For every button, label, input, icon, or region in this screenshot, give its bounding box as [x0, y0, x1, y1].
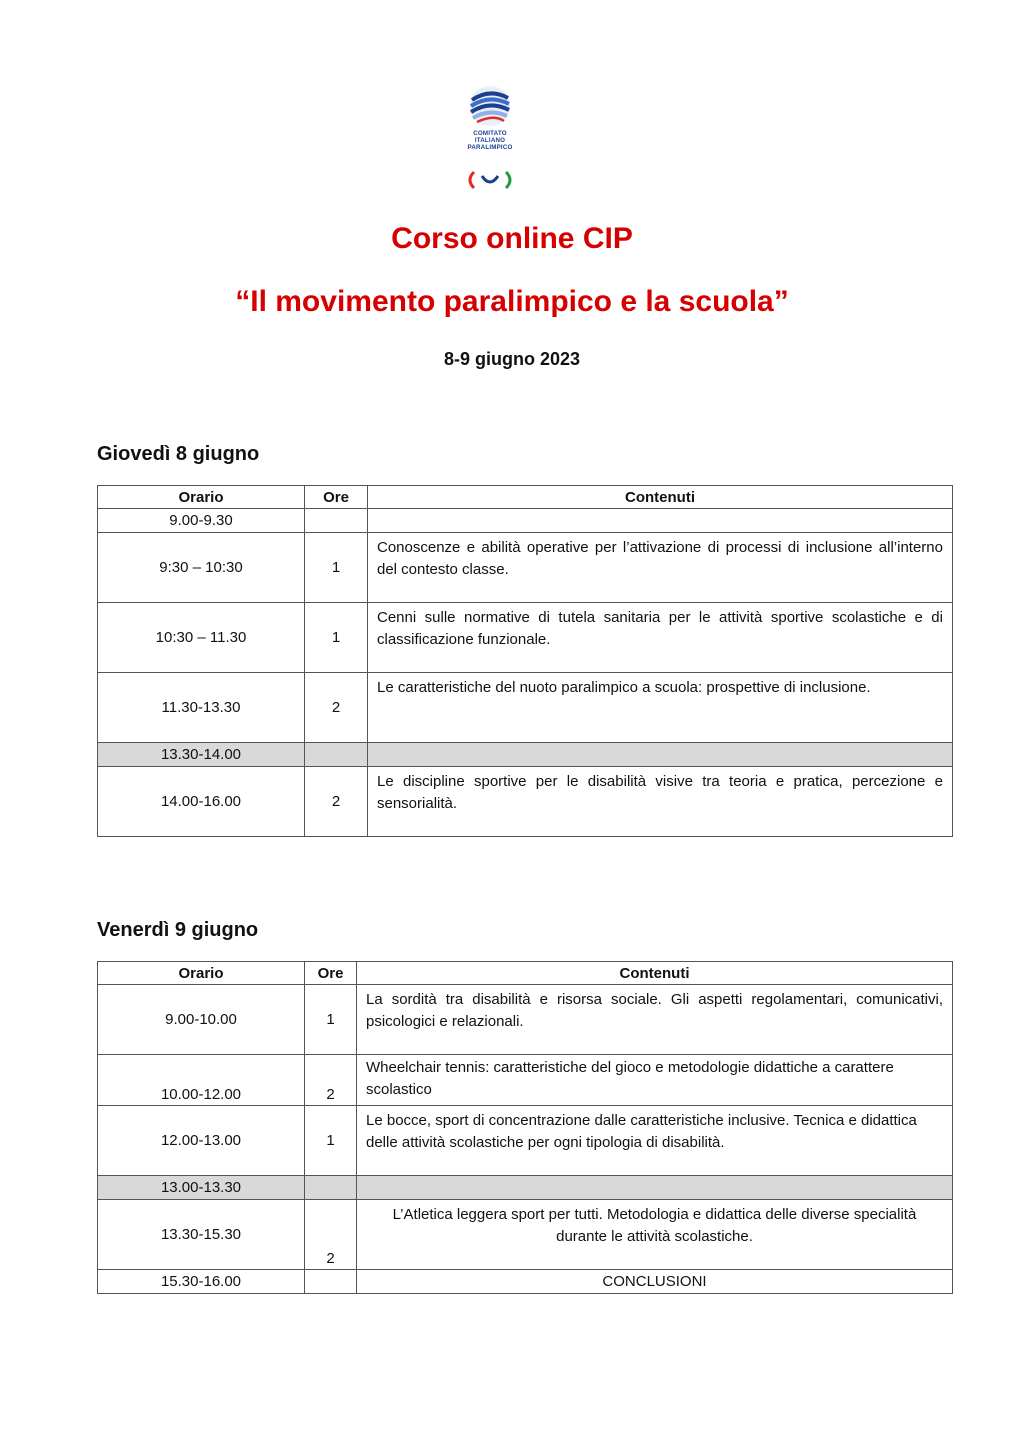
cell-contenuti: L’Atletica leggera sport per tutti. Metodologia e didattica delle diverse specialità durante le attività scolastiche.	[357, 1200, 953, 1270]
cell-orario: 11.30-13.30	[98, 673, 305, 743]
cell-orario: 13.30-14.00	[98, 743, 305, 767]
table-row-break	[98, 743, 953, 767]
header-contenuti: Contenuti	[368, 486, 953, 509]
cell-orario: 9.00-9.30	[98, 509, 305, 533]
table-row-break	[98, 1176, 953, 1200]
table-row	[98, 509, 953, 533]
cell-orario: 13.00-13.30	[98, 1176, 305, 1200]
cell-ore: 1	[305, 533, 368, 603]
cell-ore: 2	[305, 767, 368, 837]
cell-ore: 2	[305, 1055, 357, 1106]
cip-logo	[452, 84, 528, 200]
course-subtitle: “Il movimento paralimpico e la scuola”	[235, 285, 789, 318]
cell-contenuti: Le caratteristiche del nuoto paralimpico a scuola: prospettive di inclusione.	[368, 673, 953, 743]
cell-orario: 15.30-16.00	[98, 1270, 305, 1294]
cell-ore	[305, 1176, 357, 1200]
table-row	[98, 1270, 953, 1294]
table-header-row	[98, 486, 953, 509]
table-row	[98, 1055, 953, 1106]
cell-contenuti	[357, 1176, 953, 1200]
cell-ore	[305, 509, 368, 533]
cell-contenuti	[368, 743, 953, 767]
header-ore: Ore	[305, 962, 357, 985]
header-contenuti: Contenuti	[357, 962, 953, 985]
agitos-icon	[452, 164, 528, 194]
table-row	[98, 1106, 953, 1176]
cell-orario: 12.00-13.00	[98, 1106, 305, 1176]
cell-ore: 2	[305, 1200, 357, 1270]
cell-orario: 10:30 – 11.30	[98, 603, 305, 673]
table-row	[98, 985, 953, 1055]
header-ore: Ore	[305, 486, 368, 509]
cell-orario: 14.00-16.00	[98, 767, 305, 837]
course-title: Corso online CIP	[391, 222, 633, 255]
table-row	[98, 767, 953, 837]
cell-contenuti: La sordità tra disabilità e risorsa sociale. Gli aspetti regolamentari, comunicativi, psicologici e relazionali.	[357, 985, 953, 1055]
cell-ore	[305, 1270, 357, 1294]
cell-contenuti: Le discipline sportive per le disabilità visive tra teoria e pratica, percezione e sensorialità.	[368, 767, 953, 837]
table-row	[98, 673, 953, 743]
header-orario: Orario	[98, 962, 305, 985]
cell-orario: 13.30-15.30	[98, 1200, 305, 1270]
day1-heading: Giovedì 8 giugno	[97, 443, 260, 465]
cell-ore	[305, 743, 368, 767]
cell-contenuti: Conoscenze e abilità operative per l’attivazione di processi di inclusione all’interno del contesto classe.	[368, 533, 953, 603]
logo-line-3: PARALIMPICO	[467, 144, 513, 151]
cell-ore: 1	[305, 985, 357, 1055]
cell-contenuti: Wheelchair tennis: caratteristiche del gioco e metodologie didattiche a carattere scolastico	[357, 1055, 953, 1106]
logo-line-2: ITALIANO	[474, 137, 506, 144]
cell-ore: 1	[305, 603, 368, 673]
cell-orario: 9:30 – 10:30	[98, 533, 305, 603]
day2-heading: Venerdì 9 giugno	[97, 919, 259, 941]
course-dates: 8-9 giugno 2023	[443, 349, 581, 369]
cell-contenuti	[368, 509, 953, 533]
cell-ore: 2	[305, 673, 368, 743]
cell-contenuti: Le bocce, sport di concentrazione dalle caratteristiche inclusive. Tecnica e didattica delle attività scolastiche per ogni tipologia di disabilità.	[357, 1106, 953, 1176]
cell-orario: 9.00-10.00	[98, 985, 305, 1055]
table-header-row	[98, 962, 953, 985]
table-row	[98, 603, 953, 673]
header-orario: Orario	[98, 486, 305, 509]
cell-ore: 1	[305, 1106, 357, 1176]
day1-schedule-table	[97, 485, 953, 837]
cell-contenuti: Cenni sulle normative di tutela sanitaria per le attività sportive scolastiche e di classificazione funzionale.	[368, 603, 953, 673]
day2-schedule-table	[97, 961, 953, 1294]
cip-emblem-icon	[452, 84, 528, 130]
cell-orario: 10.00-12.00	[98, 1055, 305, 1106]
table-row	[98, 533, 953, 603]
cell-contenuti: CONCLUSIONI	[357, 1270, 953, 1294]
table-row	[98, 1200, 953, 1270]
logo-line-1: COMITATO	[473, 130, 507, 137]
logo-text	[452, 130, 528, 151]
